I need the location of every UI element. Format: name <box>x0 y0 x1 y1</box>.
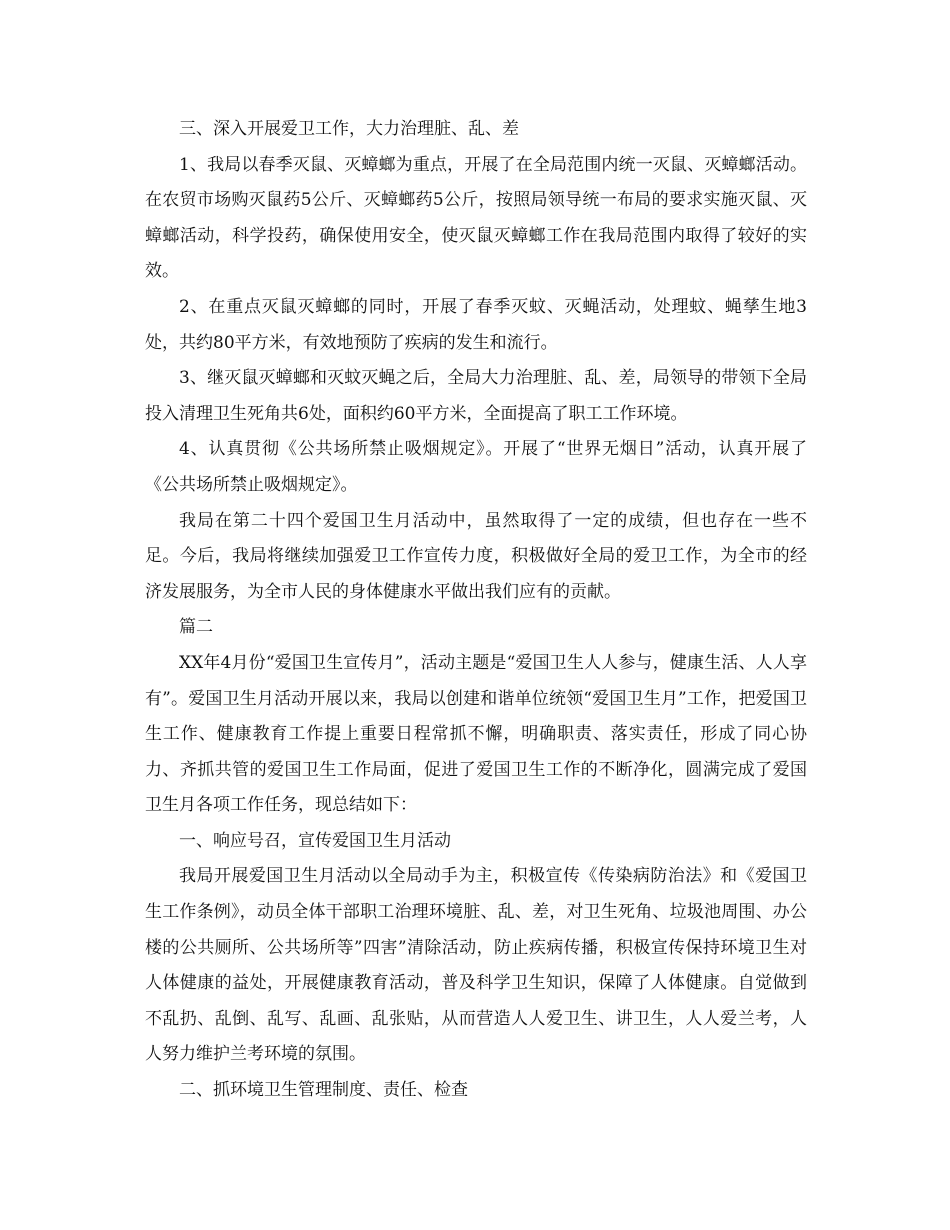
section-heading-2: 二、抓环境卫生管理制度、责任、检查 <box>179 1080 468 1101</box>
paragraph-item-1: 1、我局以春季灭鼠、灭蟑螂为重点，开展了在全局范围内统一灭鼠、灭蟑螂活动。在农贸市场购灭鼠药5公斤、灭蟑螂药5公斤，按照局领导统一布局的要求实施灭鼠、灭蟑螂活动，科学投药，确保使用安全，使灭鼠灭蟑螂工作在我局范围内取得了较好的实效。 <box>145 154 807 282</box>
section-heading-3: 三、深入开展爱卫工作，大力治理脏、乱、差 <box>179 119 519 139</box>
paragraph-conclusion: 我局在第二十四个爱国卫生月活动中，虽然取得了一定的成绩，但也存在一些不足。今后，我局将继续加强爱卫工作宣传力度，积极做好全局的爱卫工作，为全市的经济发展服务，为全市人民的身体健康水平做出我们应有的贡献。 <box>145 510 807 602</box>
document-body <box>145 112 807 1109</box>
paragraph-intro: XX年4月份“爱国卫生宣传月”，活动主题是“爱国卫生人人参与，健康生活、人人享有”。爱国卫生月活动开展以来，我局以创建和谐单位统领“爱国卫生月”工作，把爱国卫生工作、健康教育工作提上重要日程常抓不懈，明确职责、落实责任，形成了同心协力、齐抓共管的爱国卫生工作局面，促进了爱国卫生工作的不断净化，圆满完成了爱国卫生月各项工作任务，现总结如下： <box>145 652 807 816</box>
part-heading: 篇二 <box>179 617 213 638</box>
paragraph-item-2: 2、在重点灭鼠灭蟑螂的同时，开展了春季灭蚊、灭蝇活动，处理蚊、蝇孳生地3处，共约80平方米，有效地预防了疾病的发生和流行。 <box>145 296 807 353</box>
paragraph-item-4: 4、认真贯彻《公共场所禁止吸烟规定》。开展了“世界无烟日”活动，认真开展了《公共场所禁止吸烟规定》。 <box>145 439 807 495</box>
paragraph-item-3: 3、继灭鼠灭蟑螂和灭蚊灭蝇之后，全局大力治理脏、乱、差，局领导的带领下全局投入清理卫生死角共6处，面积约60平方米，全面提高了职工工作环境。 <box>145 368 807 424</box>
paragraph-publicity: 我局开展爱国卫生月活动以全局动手为主，积极宣传《传染病防治法》和《爱国卫生工作条例》，动员全体干部职工治理环境脏、乱、差，对卫生死角、垃圾池周围、办公楼的公共厕所、公共场所等”四害”清除活动，防止疾病传播，积极宣传保持环境卫生对人体健康的益处，开展健康教育活动，普及科学卫生知识，保障了人体健康。自觉做到不乱扔、乱倒、乱写、乱画、乱张贴，从而营造人人爱卫生、讲卫生，人人爱兰考，人人努力维护兰考环境的氛围。 <box>145 866 807 1065</box>
section-heading-1: 一、响应号召，宣传爱国卫生月活动 <box>179 830 451 851</box>
